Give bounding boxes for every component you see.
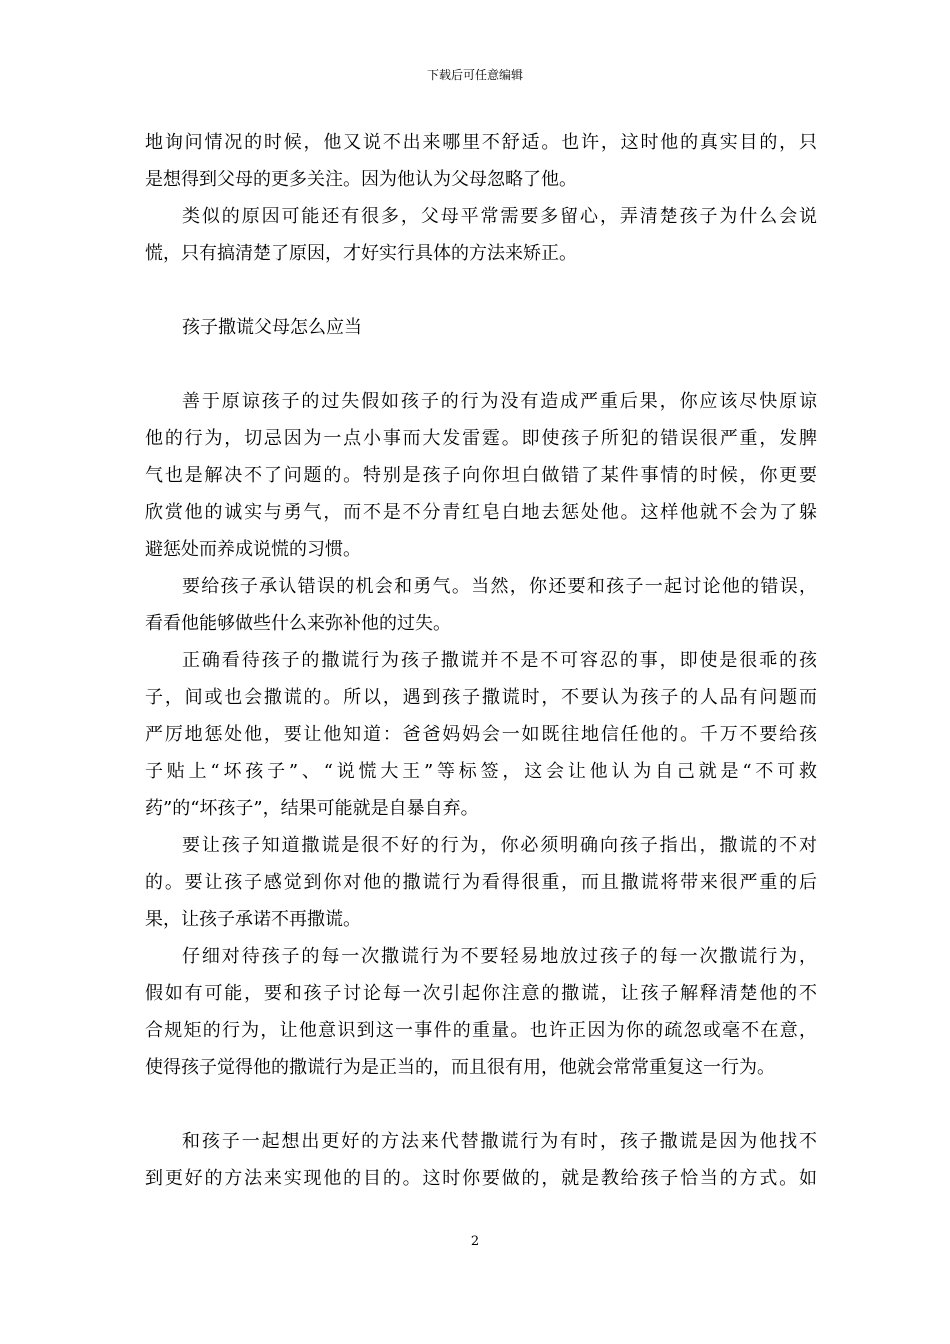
blank-line [145, 346, 817, 383]
text-line: 子，间或也会撒谎的。所以，遇到孩子撒谎时，不要认为孩子的人品有问题而 [145, 687, 817, 708]
text-line: 合规矩的行为，让他意识到这一事件的重量。也许正因为你的疏忽或毫不在意， [145, 1020, 817, 1041]
text-line: 严厉地惩处他，要让他知道：爸爸妈妈会一如既往地信任他的。千万不要给孩 [145, 724, 817, 745]
text-line: 是想得到父母的更多关注。因为他认为父母忽略了他。 [145, 169, 577, 190]
text-line: 使得孩子觉得他的撒谎行为是正当的，而且很有用，他就会常常重复这一行为。 [145, 1057, 775, 1078]
paragraph [145, 383, 817, 568]
text-line: 正确看待孩子的撒谎行为孩子撒谎并不是不可容忍的事，即使是很乖的孩 [182, 650, 817, 671]
text-line: 类似的原因可能还有很多，父母平常需要多留心，弄清楚孩子为什么会说 [182, 206, 817, 227]
text-line: 善于原谅孩子的过失假如孩子的行为没有造成严重后果，你应该尽快原谅 [182, 391, 817, 412]
page-header: 下载后可任意编辑 [426, 68, 523, 82]
text-line: 仔细对待孩子的每一次撒谎行为不要轻易地放过孩子的每一次撒谎行为， [182, 946, 817, 967]
text-line: 气也是解决不了问题的。特别是孩子向你坦白做错了某件事情的时候，你更要 [145, 465, 817, 486]
section-heading-text: 孩子撒谎父母怎么应当 [182, 317, 362, 338]
text-line: 到更好的方法来实现他的目的。这时你要做的，就是教给孩子恰当的方式。如 [145, 1168, 817, 1189]
blank-line [145, 1086, 817, 1123]
paragraph [145, 938, 817, 1086]
text-line: 慌，只有搞清楚了原因，才好实行具体的方法来矫正。 [145, 243, 577, 264]
document-body [145, 124, 817, 1197]
paragraph [145, 568, 817, 642]
text-line: 避惩处而养成说慌的习惯。 [145, 539, 361, 560]
text-line: 果，让孩子承诺不再撒谎。 [145, 909, 361, 930]
section-heading [145, 309, 817, 346]
blank-line [145, 272, 817, 309]
text-line: 的。要让孩子感觉到你对他的撒谎行为看得很重，而且撒谎将带来很严重的后 [145, 872, 817, 893]
text-line: 欣赏他的诚实与勇气，而不是不分青红皂白地去惩处他。这样他就不会为了躲 [145, 502, 817, 523]
paragraph [145, 1123, 817, 1197]
text-line: 和孩子一起想出更好的方法来代替撒谎行为有时，孩子撒谎是因为他找不 [182, 1131, 817, 1152]
paragraph [145, 124, 817, 198]
paragraph [145, 827, 817, 938]
text-line: 看看他能够做些什么来弥补他的过失。 [145, 613, 451, 634]
text-line: 子贴上“坏孩子”、“说慌大王”等标签，这会让他认为自己就是“不可救 [145, 761, 817, 782]
text-line: 要给孩子承认错误的机会和勇气。当然，你还要和孩子一起讨论他的错误， [182, 576, 817, 597]
text-line: 地询问情况的时候，他又说不出来哪里不舒适。也许，这时他的真实目的，只 [145, 132, 817, 153]
text-line: 药”的“坏孩子”，结果可能就是自暴自弃。 [145, 798, 479, 819]
paragraph [145, 642, 817, 827]
page-number: 2 [470, 1234, 480, 1249]
text-line: 他的行为，切忌因为一点小事而大发雷霆。即使孩子所犯的错误很严重，发脾 [145, 428, 817, 449]
paragraph [145, 198, 817, 272]
text-line: 假如有可能，要和孩子讨论每一次引起你注意的撒谎，让孩子解释清楚他的不 [145, 983, 817, 1004]
text-line: 要让孩子知道撒谎是很不好的行为，你必须明确向孩子指出，撒谎的不对 [182, 835, 817, 856]
